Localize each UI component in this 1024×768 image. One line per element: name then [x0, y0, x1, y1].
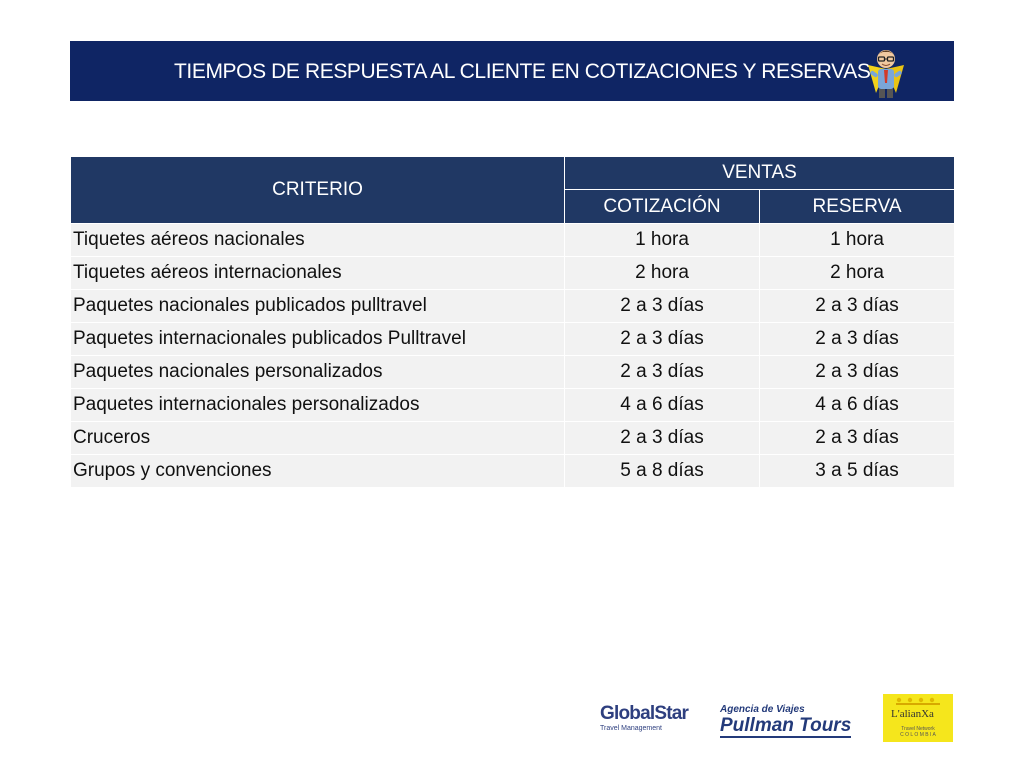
alianza-logo [883, 694, 953, 742]
pullman-tours-name: Pullman Tours [720, 715, 852, 736]
reserva-cell: 2 a 3 días [760, 422, 955, 455]
table-row [71, 356, 955, 389]
alianza-figures-icon [893, 697, 943, 707]
alianza-subtitle-line2: C O L O M B I A [900, 732, 936, 738]
page-title: TIEMPOS DE RESPUESTA AL CLIENTE EN COTIZACIONES Y RESERVAS [174, 60, 871, 83]
reserva-cell: 2 a 3 días [760, 290, 955, 323]
cotizacion-cell: 2 a 3 días [565, 323, 760, 356]
reserva-header: RESERVA [760, 190, 955, 224]
table-row [71, 290, 955, 323]
criterio-cell: Paquetes internacionales publicados Pulltravel [71, 323, 565, 356]
globalstar-subtitle: Travel Management [600, 725, 662, 732]
response-times-table [70, 156, 955, 488]
table-row [71, 422, 955, 455]
cotizacion-cell: 4 a 6 días [565, 389, 760, 422]
title-banner [70, 41, 954, 101]
reserva-cell: 2 a 3 días [760, 356, 955, 389]
alianza-subtitle-line1: Travel Network [901, 726, 935, 732]
criterio-cell: Paquetes nacionales publicados pulltravel [71, 290, 565, 323]
criterio-cell: Grupos y convenciones [71, 455, 565, 488]
pullman-tours-logo [720, 704, 870, 740]
cotizacion-cell: 5 a 8 días [565, 455, 760, 488]
cotizacion-cell: 2 a 3 días [565, 422, 760, 455]
alianza-subtitle [883, 726, 953, 738]
globalstar-logo [600, 704, 700, 738]
reserva-cell: 2 hora [760, 257, 955, 290]
alianza-name: L'alianXa [891, 708, 934, 720]
cotizacion-header: COTIZACIÓN [565, 190, 760, 224]
table-row [71, 455, 955, 488]
criterio-cell: Tiquetes aéreos nacionales [71, 224, 565, 257]
cotizacion-cell: 2 a 3 días [565, 290, 760, 323]
criterio-cell: Paquetes internacionales personalizados [71, 389, 565, 422]
reserva-cell: 3 a 5 días [760, 455, 955, 488]
partner-logos [600, 692, 960, 742]
globalstar-name: GlobalStar [600, 703, 689, 724]
cotizacion-cell: 1 hora [565, 224, 760, 257]
table-row [71, 224, 955, 257]
ventas-header: VENTAS [565, 157, 955, 190]
criterio-cell: Paquetes nacionales personalizados [71, 356, 565, 389]
table-row [71, 389, 955, 422]
cotizacion-cell: 2 a 3 días [565, 356, 760, 389]
criterio-cell: Cruceros [71, 422, 565, 455]
reserva-cell: 2 a 3 días [760, 323, 955, 356]
criterio-header: CRITERIO [71, 157, 565, 224]
reserva-cell: 4 a 6 días [760, 389, 955, 422]
table-row [71, 323, 955, 356]
superhero-mascot-icon [858, 43, 914, 101]
reserva-cell: 1 hora [760, 224, 955, 257]
pullman-tours-tagline: Agencia de Viajes [720, 704, 805, 715]
cotizacion-cell: 2 hora [565, 257, 760, 290]
table-row [71, 257, 955, 290]
criterio-cell: Tiquetes aéreos internacionales [71, 257, 565, 290]
